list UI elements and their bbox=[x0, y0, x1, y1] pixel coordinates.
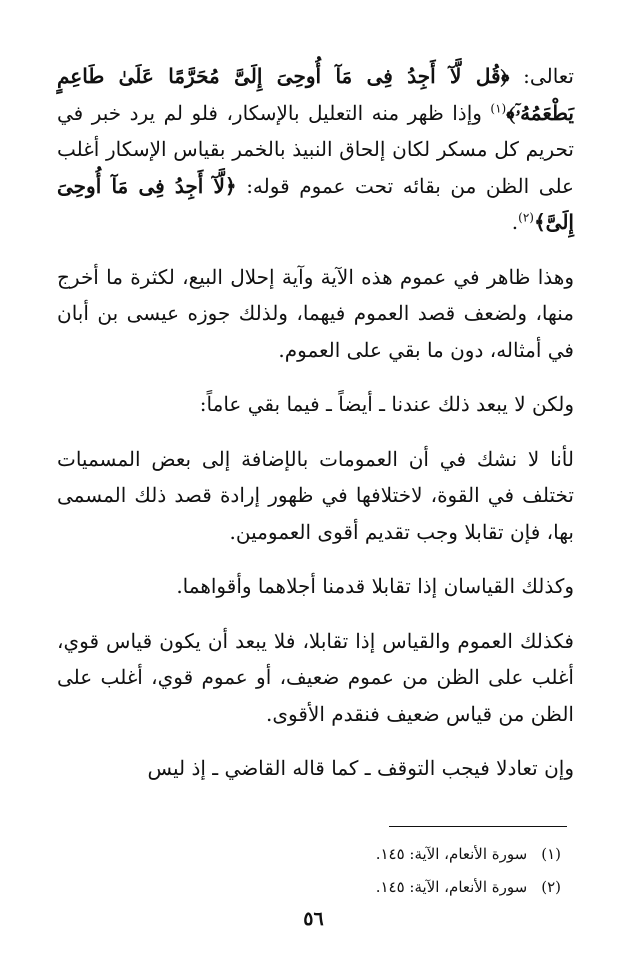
paragraph-2-text: وهذا ظاهر في عموم هذه الآية وآية إحلال البيع، لكثرة ما أخرج منها، ولضعف قصد العموم فيهما، ولذلك جوزه عيسى بن أبان في أمثاله، دون ما بقي على العموم. bbox=[57, 264, 574, 362]
paragraph-3 bbox=[57, 386, 574, 423]
paragraph-5-text: وكذلك القياسان إذا تقابلا قدمنا أجلاهما وأقواهما. bbox=[176, 574, 574, 598]
paragraph-1 bbox=[57, 58, 574, 241]
footnote-1 bbox=[61, 838, 561, 871]
paragraph-6-text: فكذلك العموم والقياس إذا تقابلا، فلا يبعد أن يكون قياس قوي، أغلب على الظن من عموم ضعيف، أو عموم قوي، أغلب على الظن من قياس ضعيف فنقدم الأقوى. bbox=[57, 628, 574, 726]
paragraph-2 bbox=[57, 259, 574, 369]
footnote-number: (٢) bbox=[541, 878, 561, 896]
paragraph-4-text: لأنا لا نشك في أن العمومات بالإضافة إلى بعض المسميات تختلف في القوة، لاختلافها في ظهور إرادة قصد ذلك المسمى بها، فإن تقابلا وجب تقديم أقوى العمومين. bbox=[57, 446, 574, 544]
main-text bbox=[57, 58, 574, 787]
page-number: ٥٦ bbox=[303, 908, 324, 930]
paragraph-7 bbox=[57, 750, 574, 787]
paragraph-4 bbox=[57, 441, 574, 551]
footnote-number: (١) bbox=[541, 845, 561, 863]
footnote-separator bbox=[389, 826, 567, 827]
quran-verse-2: ﴿لَّآ أَجِدُ فِى مَآ أُوحِىَ إِلَىَّ﴾ bbox=[57, 173, 574, 234]
footnote-2 bbox=[61, 871, 561, 904]
paragraph-6 bbox=[57, 623, 574, 733]
footnote-text: سورة الأنعام، الآية: ١٤٥. bbox=[375, 845, 528, 863]
footnote-marker-1: (١) bbox=[490, 100, 507, 115]
paragraph-5 bbox=[57, 568, 574, 605]
paragraph-1-text: وإذا ظهر منه التعليل بالإسكار، فلو لم يرد خبر في تحريم كل مسكر لكان إلحاق النبيذ بالخمر بقياس الإسكار أغلب على الظن من بقائه تحت عموم قوله: bbox=[57, 100, 574, 198]
footnote-text: سورة الأنعام، الآية: ١٤٥. bbox=[375, 878, 528, 896]
quran-verse-1: ﴿قُل لَّآ أَجِدُ فِى مَآ أُوحِىَ إِلَىَّ مُحَرَّمًا عَلَىٰ طَاعِمٍ يَطْعَمُهُۥٓ﴾ bbox=[57, 64, 574, 125]
paragraph-1-text: تعالى: bbox=[509, 64, 574, 88]
paragraph-7-text: وإن تعادلا فيجب التوقف ـ كما قاله القاضي ـ إذ ليس bbox=[147, 756, 574, 780]
paragraph-1-text: . bbox=[511, 210, 519, 234]
footnote-marker-2: (٢) bbox=[518, 210, 534, 225]
footnotes bbox=[61, 838, 561, 904]
paragraph-3-text: ولكن لا يبعد ذلك عندنا ـ أيضاً ـ فيما بقي عاماً: bbox=[199, 392, 574, 416]
